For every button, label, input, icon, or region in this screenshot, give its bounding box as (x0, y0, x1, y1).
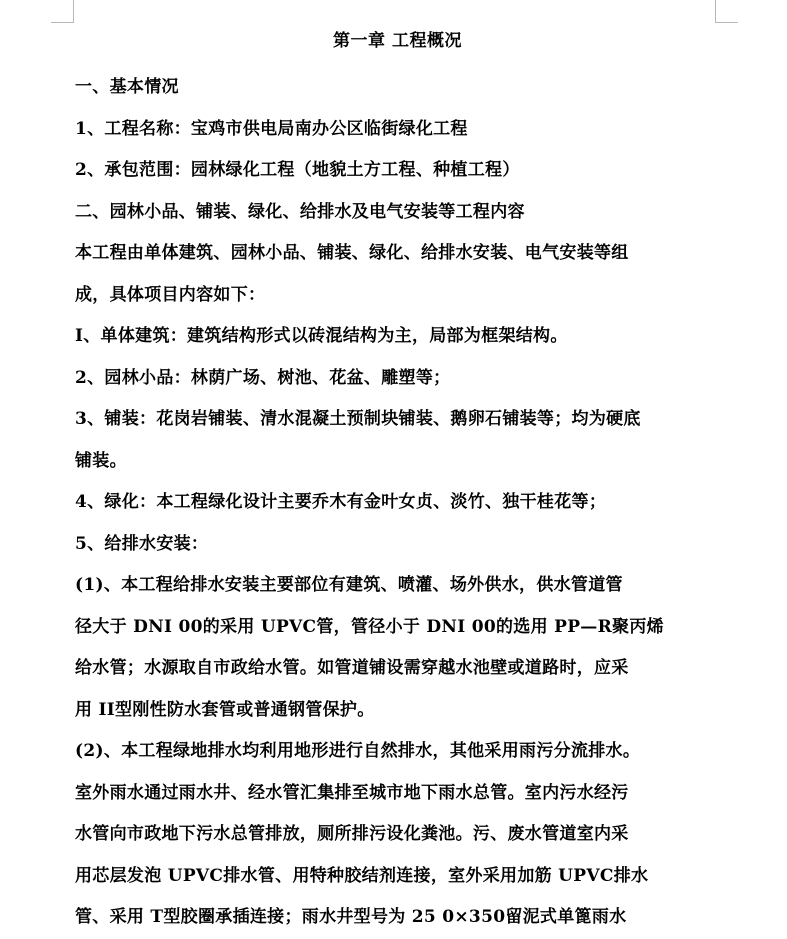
document-body (75, 27, 720, 939)
paragraph-line: (1)、本工程给排水安装主要部位有建筑、喷灌、场外供水，供水管道管 (75, 575, 623, 595)
paragraph-line: 4、绿化：本工程绿化设计主要乔木有金叶女贞、淡竹、独干桂花等； (75, 492, 607, 512)
paragraph-line: 径大于 DNI 00的采用 UPVC管，管径小于 DNI 00的选用 PP—R聚丙烯 (75, 616, 664, 637)
paragraph-line: 本工程由单体建筑、园林小品、铺装、绿化、给排水安装、电气安装等组 (75, 243, 629, 263)
paragraph-line: I、单体建筑：建筑结构形式以砖混结构为主，局部为框架结构。 (75, 326, 568, 346)
paragraph-line: 用 II型刚性防水套管或普通钢管保护。 (75, 699, 375, 720)
section-heading-basic-info: 一、基本情况 (75, 77, 179, 97)
paragraph-line: (2)、本工程绿地排水均利用地形进行自然排水，其他采用雨污分流排水。 (75, 741, 641, 761)
paragraph-line: 管、采用 T型胶圈承插连接；雨水井型号为 25 0×350留泥式单篦雨水 (75, 907, 627, 927)
paragraph-line: 铺装。 (75, 450, 127, 471)
paragraph-line: 1、工程名称：宝鸡市供电局南办公区临街绿化工程 (75, 118, 468, 139)
paragraph-line: 2、园林小品：林荫广场、树池、花盆、雕塑等； (75, 367, 451, 388)
page-corner-mark-top-left (51, 0, 74, 23)
paragraph-line: 3、铺装：花岗岩铺装、清水混凝土预制块铺装、鹅卵石铺装等；均为硬底 (75, 409, 641, 429)
section-heading-scope: 二、园林小品、铺装、绿化、给排水及电气安装等工程内容 (75, 201, 525, 222)
paragraph-line: 5、给排水安装： (75, 533, 209, 554)
paragraph-line: 室外雨水通过雨水井、经水管汇集排至城市地下雨水总管。室内污水经污 (75, 782, 629, 803)
paragraph-line: 2、承包范围：园林绿化工程（地貌土方工程、种植工程） (75, 160, 520, 180)
page-corner-mark-top-right (715, 0, 738, 23)
paragraph-line: 用芯层发泡 UPVC排水管、用特种胶结剂连接，室外采用加筋 UPVC排水 (75, 865, 649, 886)
chapter-title: 第一章 工程概况 (333, 31, 462, 51)
paragraph-line: 水管向市政地下污水总管排放，厕所排污设化粪池。污、废水管道室内采 (75, 824, 629, 844)
paragraph-line: 给水管；水源取自市政给水管。如管道铺设需穿越水池壁或道路时，应采 (75, 658, 629, 678)
paragraph-line: 成，具体项目内容如下： (75, 284, 266, 305)
